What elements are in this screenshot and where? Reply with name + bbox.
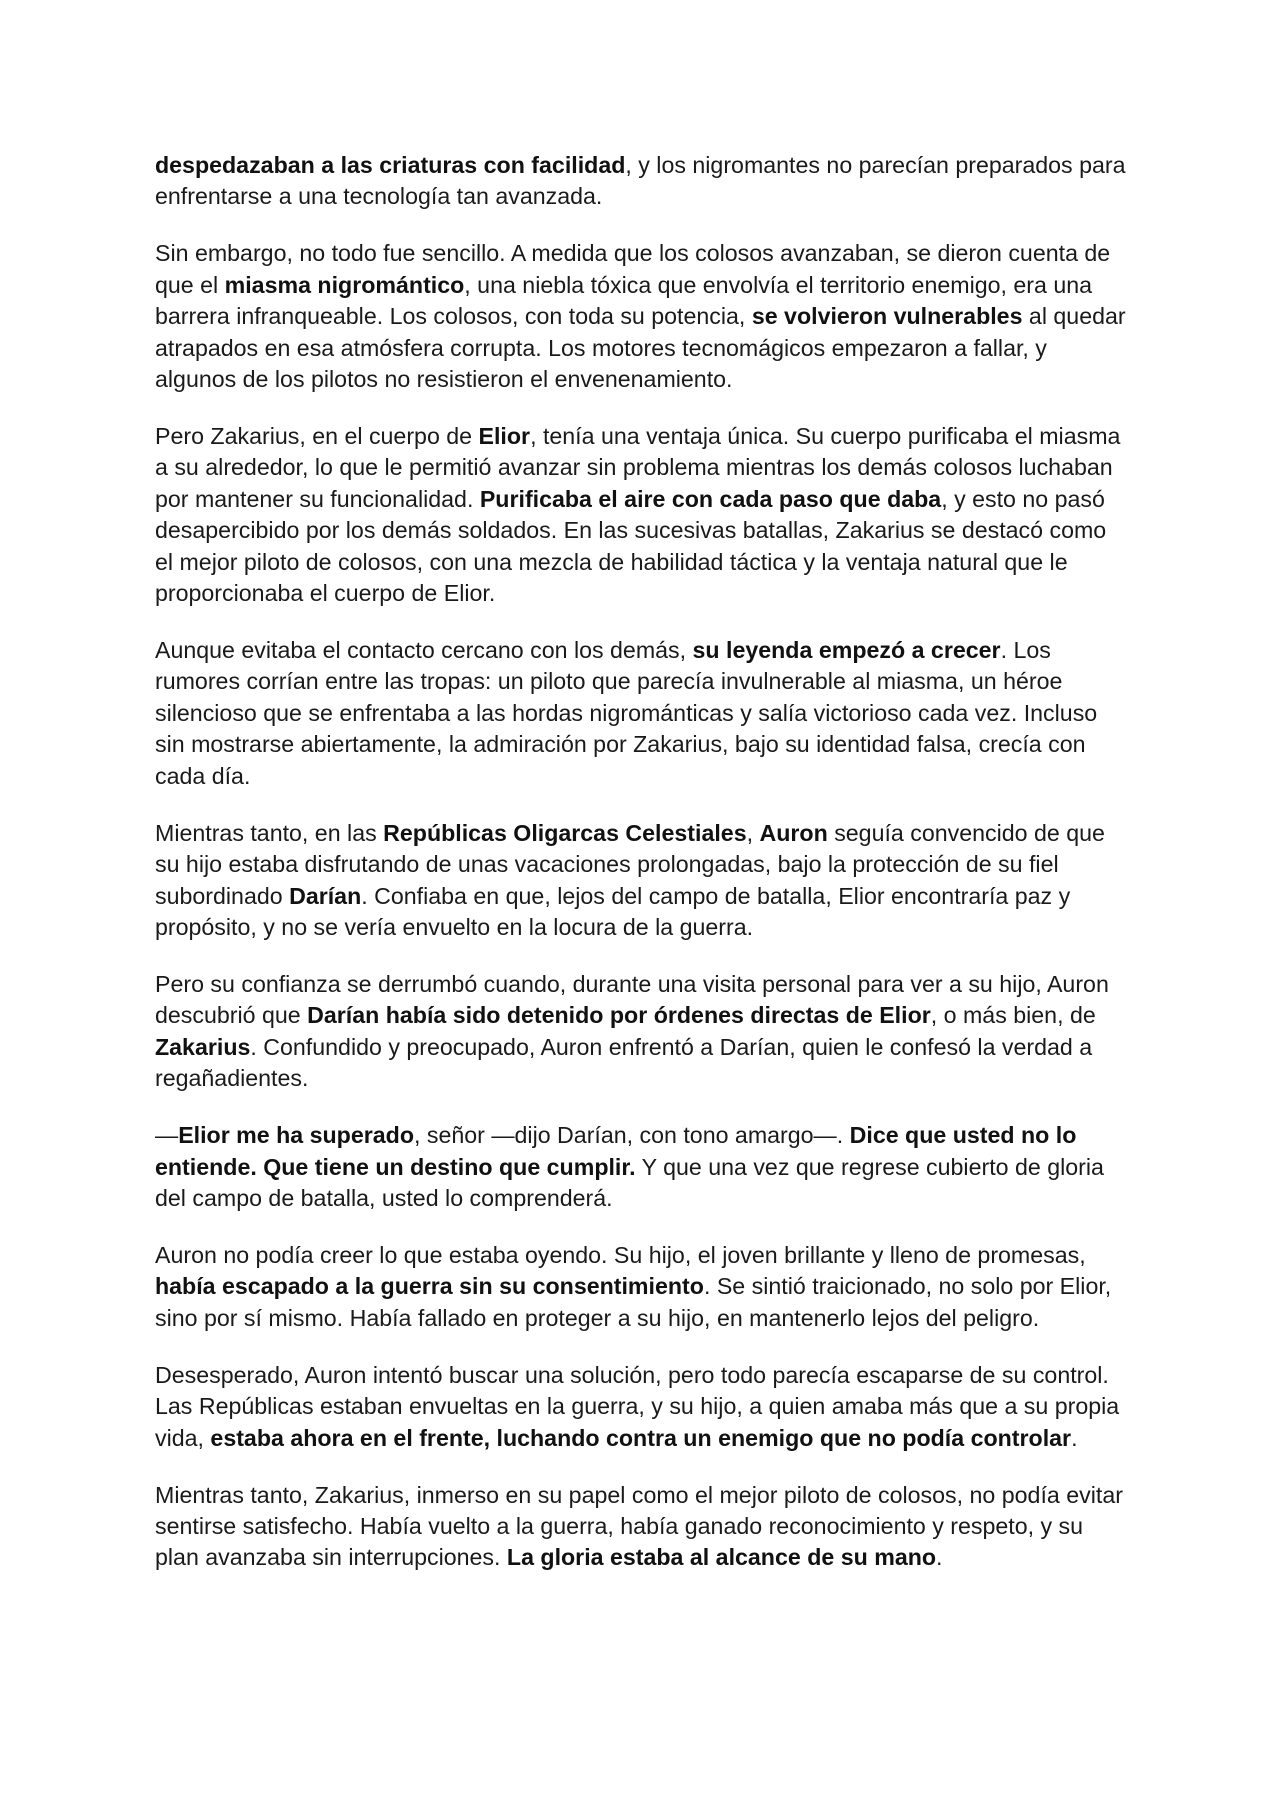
text-run: . Los rumores corrían entre las tropas: un piloto que parecía invulnerable al miasma, un héroe silencioso que se enfrentaba a las hordas nigrománticas y salía victorioso cada vez. Incluso sin mostrarse abiertamente, la admiración por Zakarius, bajo su identidad falsa, crecía con cada día. — [155, 637, 1098, 789]
paragraph — [155, 635, 1130, 792]
bold-text: Auron — [759, 819, 828, 846]
bold-text: Darían había sido detenido por órdenes directas de Elior — [307, 1002, 931, 1029]
text-run: , señor —dijo Darían, con tono amargo—. — [414, 1122, 850, 1149]
bold-text: Darían — [289, 882, 362, 909]
bold-text: despedazaban a las criaturas con facilidad — [155, 152, 626, 178]
text-run: Mientras tanto, Zakarius, inmerso en su papel como el mejor piloto de colosos, no podía evitar sentirse satisfecho. Había vuelto a la guerra, había ganado reconocimiento y respeto, y su plan avanzaba sin interrupciones. — [155, 1481, 1123, 1571]
text-run: , y esto no pasó desapercibido por los demás soldados. En las sucesivas batallas, Zakarius se destacó como el mejor piloto de colosos, con una mezcla de habilidad táctica y la ventaja natural que le proporcionaba el cuerpo de Elior. — [155, 485, 1107, 607]
bold-text: se volvieron vulnerables — [751, 303, 1023, 330]
bold-text: Purificaba el aire con cada paso que daba — [479, 485, 942, 512]
text-run: — — [155, 1122, 179, 1149]
paragraph — [155, 150, 1130, 213]
text-run: Pero su confianza se derrumbó cuando, durante una visita personal para ver a su hijo, Auron descubrió que — [155, 970, 1109, 1029]
text-run: seguía convencido de que su hijo estaba disfrutando de unas vacaciones prolongadas, bajo la protección de su fiel subordinado — [155, 819, 1105, 909]
bold-text: Elior me ha superado — [178, 1122, 414, 1149]
paragraph — [155, 818, 1130, 944]
bold-text: había escapado a la guerra sin su consentimiento — [155, 1273, 704, 1300]
paragraph — [155, 1120, 1130, 1214]
text-run: . Se sintió traicionado, no solo por Elior, sino por sí mismo. Había fallado en proteger a su hijo, en mantenerlo lejos del peligro. — [155, 1273, 1112, 1331]
text-run: Mientras tanto, en las — [155, 819, 384, 846]
text-run: , — [746, 819, 760, 846]
text-run: . — [1071, 1424, 1078, 1451]
paragraph — [155, 1240, 1130, 1334]
text-run: , y los nigromantes no parecían preparados para enfrentarse a una tecnología tan avanzada. — [155, 152, 1126, 210]
document-body — [155, 150, 1130, 1574]
text-run: , una niebla tóxica que envolvía el territorio enemigo, era una barrera infranqueable. Los colosos, con toda su potencia, — [155, 271, 1093, 330]
text-run: Desesperado, Auron intentó buscar una solución, pero todo parecía escaparse de su control. Las Repúblicas estaban envueltas en la guerra, y su hijo, a quien amaba más que a su propia vida, — [155, 1361, 1120, 1451]
text-run: , tenía una ventaja única. Su cuerpo purificaba el miasma a su alrededor, lo que le permitió avanzar sin problema mientras los demás colosos luchaban por mantener su funcionalidad. — [155, 423, 1121, 512]
bold-text: estaba ahora en el frente, luchando contra un enemigo que no podía controlar — [210, 1424, 1072, 1451]
paragraph — [155, 1360, 1130, 1454]
text-run: al quedar atrapados en esa atmósfera corrupta. Los motores tecnomágicos empezaron a fallar, y algunos de los pilotos no resistieron el envenenamiento. — [155, 303, 1126, 393]
paragraph — [155, 421, 1130, 609]
text-run: Auron no podía creer lo que estaba oyendo. Su hijo, el joven brillante y lleno de promesas, — [155, 1241, 1086, 1268]
text-run: . — [936, 1544, 943, 1571]
text-run: Aunque evitaba el contacto cercano con los demás, — [155, 637, 693, 664]
paragraph — [155, 238, 1130, 395]
text-run: Y que una vez que regrese cubierto de gloria del campo de batalla, usted lo comprenderá. — [155, 1153, 1104, 1211]
text-run: Pero Zakarius, en el cuerpo de — [155, 423, 479, 450]
paragraph — [155, 969, 1130, 1095]
text-run: . Confiaba en que, lejos del campo de batalla, Elior encontraría paz y propósito, y no se vería envuelto en la locura de la guerra. — [155, 882, 1071, 940]
bold-text: su leyenda empezó a crecer — [692, 637, 1001, 664]
text-run: . Confundido y preocupado, Auron enfrentó a Darían, quien le confesó la verdad a regañadientes. — [155, 1033, 1093, 1092]
bold-text: Dice que usted no lo entiende. Que tiene un destino que cumplir. — [155, 1122, 1077, 1180]
text-run: Sin embargo, no todo fue sencillo. A medida que los colosos avanzaban, se dieron cuenta de que el — [155, 240, 1111, 298]
bold-text: La gloria estaba al alcance de su mano — [506, 1544, 937, 1571]
bold-text: Elior — [478, 423, 531, 450]
paragraph — [155, 1480, 1130, 1574]
bold-text: miasma nigromántico — [224, 271, 465, 298]
bold-text: Repúblicas Oligarcas Celestiales — [383, 819, 747, 846]
text-run: , o más bien, de — [930, 1002, 1096, 1029]
bold-text: Zakarius — [155, 1033, 251, 1060]
